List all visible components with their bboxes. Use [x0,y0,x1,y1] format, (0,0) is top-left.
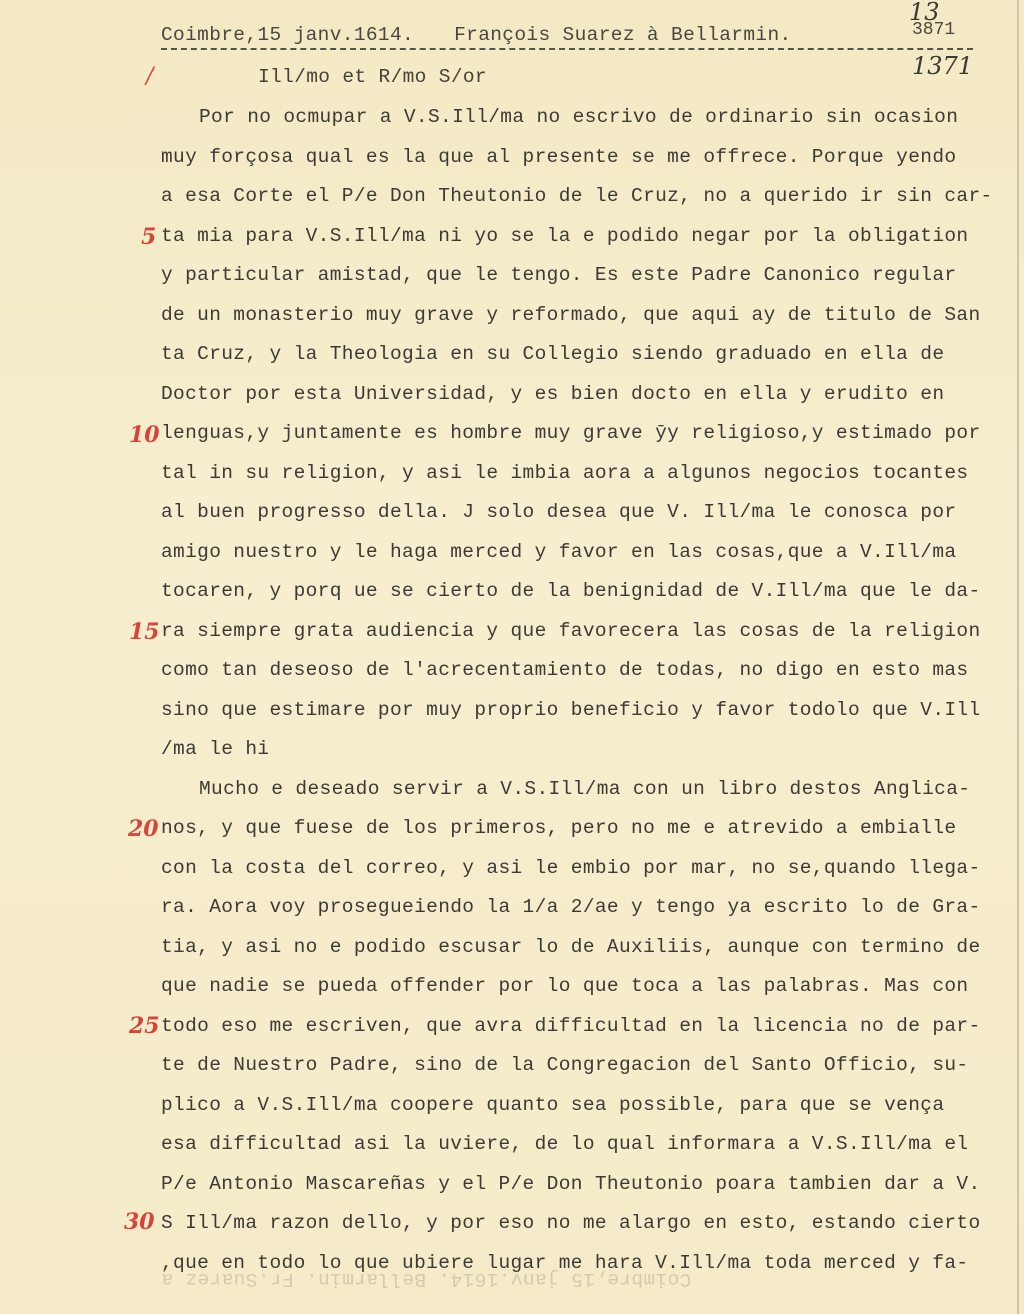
archive-number-typed: 3871 [912,20,956,40]
header-correspondents: François Suarez à Bellarmin. [454,24,792,46]
salutation: Ill/mo et R/mo S/or [258,66,487,88]
body-line: te de Nuestro Padre, sino de la Congregacion del Santo Officio, su- [161,1054,969,1076]
margin-mark-1: / [146,64,154,89]
body-line: amigo nuestro y le haga merced y favor en las cosas,que a V.Ill/ma [161,540,957,563]
body-line: P/e Antonio Mascareñas y el P/e Don Theutonio poara tambien dar a V. [161,1172,981,1195]
body-line: ,que en todo lo que ubiere lugar me hara V.Ill/ma toda merced y fa- [161,1251,969,1274]
header-place-date: Coimbre,15 janv.1614. [161,24,415,46]
body-line: a esa Corte el P/e Don Theutonio de le Cruz, no a querido ir sin car- [161,185,993,207]
body-line: Por no ocmupar a V.S.Ill/ma no escrivo de ordinario sin ocasion [199,106,959,128]
body-line: /ma le hi [161,738,270,760]
body-line: Mucho e deseado servir a V.S.Ill/ma con un libro destos Anglica- [199,777,971,800]
body-line: tia, y asi no e podido escusar lo de Auxiliis, aunque con termino de [161,935,981,958]
body-line: al buen progresso della. J solo desea que V. Ill/ma le conosca por [161,501,957,523]
margin-mark-30: 30 [124,1209,155,1235]
body-line: como tan deseoso de l'acrecentamiento de todas, no digo en esto mas [161,659,969,681]
archive-number-pencil-top: 13 [909,0,940,26]
margin-mark-5: 5 [141,224,157,250]
body-line: ra. Aora voy prosegueiendo la 1/a 2/ae y tengo ya escrito lo de Gra- [161,896,981,918]
body-line: tal in su religion, y asi le imbia aora a algunos negocios tocantes [161,461,969,484]
body-line: de un monasterio muy grave y reformado, que aqui ay de titulo de San [161,303,981,326]
body-line: sino que estimare por muy proprio beneficio y favor todolo que V.Ill [161,698,981,721]
body-line: muy forçosa qual es la que al presente se me offrece. Porque yendo [161,145,957,168]
body-line: nos, y que fuese de los primeros, pero no me e atrevido a embialle [161,817,957,839]
body-line: ta mia para V.S.Ill/ma ni yo se la e podido negar por la obligation [161,224,969,247]
margin-mark-20: 20 [128,816,159,842]
body-line: esa difficultad asi la uviere, de lo qual informara a V.S.Ill/ma el [161,1133,969,1155]
header-dashed-rule [161,48,973,50]
body-line: ra siempre grata audiencia y que favorecera las cosas de la religion [161,619,981,642]
bleed-through-text: Coimbre,15 janv.1614. Bellarmin. Fr.Suarez a [161,1268,692,1290]
document-header [161,24,792,46]
body-line: Doctor por esta Universidad, y es bien docto en ella y erudito en [161,382,945,405]
body-line: plico a V.S.Ill/ma coopere quanto sea possible, para que se vença [161,1093,945,1116]
body-line: con la costa del correo, y asi le embio por mar, no se,quando llega- [161,856,981,879]
body-line: que nadie se pueda offender por lo que toca a las palabras. Mas con [161,975,969,997]
body-line: ta Cruz, y la Theologia en su Collegio siendo graduado en ella de [161,343,945,365]
margin-mark-10: 10 [129,422,160,448]
margin-mark-15: 15 [129,619,160,645]
body-line: tocaren, y porq ue se cierto de la benignidad de V.Ill/ma que le da- [161,580,981,602]
body-line: todo eso me escriven, que avra difficultad en la licencia no de par- [161,1014,981,1037]
body-line: S Ill/ma razon dello, y por eso no me alargo en esto, estando cierto [161,1212,981,1234]
margin-mark-25: 25 [129,1013,160,1039]
body-line: lenguas,y juntamente es hombre muy grave ȳy religioso,y estimado por [161,422,981,444]
body-line: y particular amistad, que le tengo. Es este Padre Canonico regular [161,264,957,286]
page-edge-line [1017,0,1019,1314]
archive-number-pencil: 1371 [912,52,974,80]
